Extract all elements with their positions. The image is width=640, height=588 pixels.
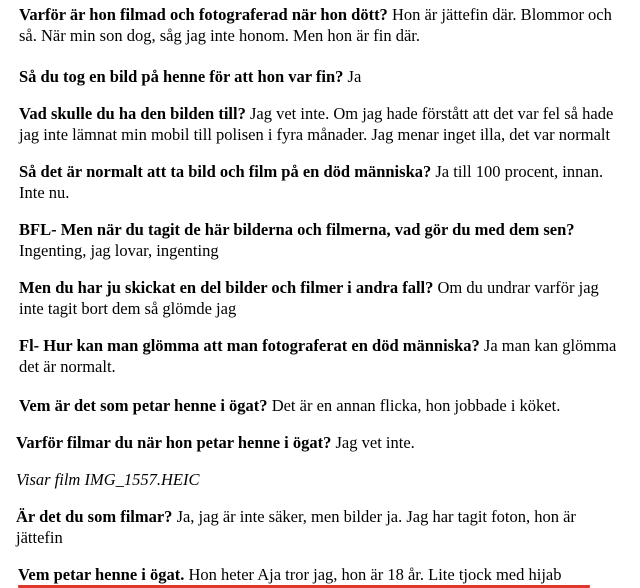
answer-5: Ingenting, jag lovar, ingenting xyxy=(19,241,219,260)
paragraph-4 xyxy=(16,161,624,203)
paragraph-11 xyxy=(16,506,624,548)
answer-3: Jag vet inte. Om jag hade förstått att det var fel så hade jag inte lämnat min mobil till polisen i fyra månader. Jag menar inget illa, det var normalt xyxy=(19,104,614,144)
video-note: Visar film IMG_1557.HEIC xyxy=(16,470,200,489)
paragraph-8 xyxy=(16,395,624,416)
question-4: Så det är normalt att ta bild och film på en död människa? xyxy=(19,162,432,181)
question-5: BFL- Men när du tagit de här bilderna och filmerna, vad gör du med dem sen? xyxy=(19,220,575,239)
question-3: Vad skulle du ha den bilden till? xyxy=(19,104,246,123)
answer-2: Ja xyxy=(343,67,362,86)
paragraph-9 xyxy=(16,432,624,453)
answer-6: Om du undrar varför jag inte tagit bort dem så glömde jag xyxy=(19,278,599,318)
paragraph-6 xyxy=(16,277,624,319)
question-12: Vem petar henne i ögat. xyxy=(18,565,185,584)
paragraph-3 xyxy=(16,103,624,145)
answer-8: Det är en annan flicka, hon jobbade i köket. xyxy=(267,396,561,415)
document-body xyxy=(16,4,624,585)
paragraph-2 xyxy=(16,66,624,87)
question-2: Så du tog en bild på henne för att hon var fin? xyxy=(19,67,344,86)
question-1: Varför är hon filmad och fotograferad när hon dött? xyxy=(19,5,388,24)
question-9: Varför filmar du när hon petar henne i ögat? xyxy=(16,433,332,452)
paragraph-1 xyxy=(16,4,624,46)
question-6: Men du har ju skickat en del bilder och filmer i andra fall? xyxy=(19,278,434,297)
paragraph-12 xyxy=(16,564,624,585)
answer-4: Ja till 100 procent, innan. Inte nu. xyxy=(19,162,604,202)
answer-12: Hon heter Aja tror jag, hon är 18 år. Lite tjock med hijab xyxy=(184,565,562,584)
question-7: Fl- Hur kan man glömma att man fotograferat en död människa? xyxy=(19,336,480,355)
paragraph-5 xyxy=(16,219,624,261)
answer-1: Hon är jättefin där. Blommor och så. När min son dog, såg jag inte honom. Men hon är fin där. xyxy=(19,5,612,45)
paragraph-7 xyxy=(16,335,624,377)
answer-11: Ja, jag är inte säker, men bilder ja. Jag har tagit foton, hon är jättefin xyxy=(16,507,576,547)
answer-9: Jag vet inte. xyxy=(331,433,415,452)
answer-7: Ja man kan glömma det är normalt. xyxy=(19,336,617,376)
question-11: Är det du som filmar? xyxy=(16,507,173,526)
question-8: Vem är det som petar henne i ögat? xyxy=(19,396,268,415)
